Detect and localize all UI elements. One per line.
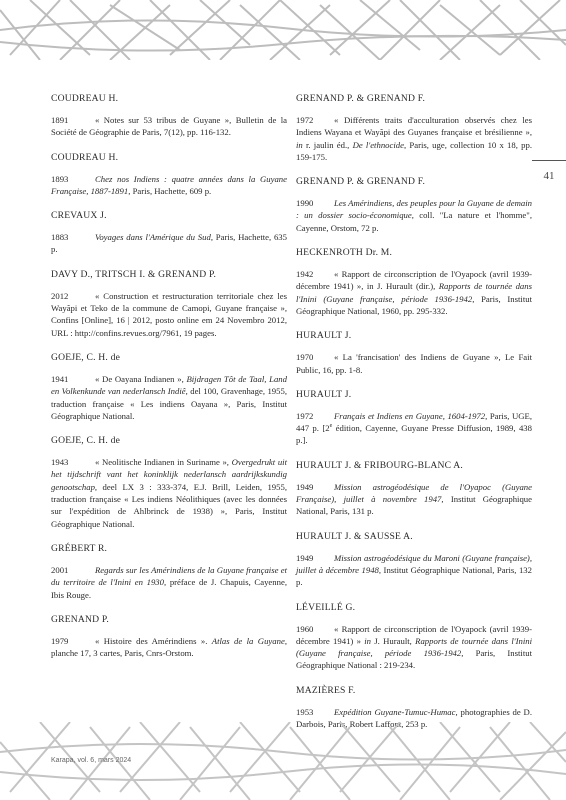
bibliography-entry [51,93,287,139]
entry-author: HURAULT J. [296,388,352,400]
entry-reference: 1970 « La 'francisation' des Indiens de Guyane », Le Fait Public, 16, pp. 1-8. [296,352,532,375]
entry-year: 1949 [296,552,314,563]
page-number-rule [532,160,566,161]
entry-reference: 1949 Mission astrogéodésique du Maroni (Guyane française), juillet à décembre 1948, Institut Géographique National, Paris, 132 p. [296,552,532,588]
entry-title: Rapports de tournée dans l'Inini (Guyane française, période 1936-1942 [296,281,532,304]
entry-author: DAVY D., TRITSCH I. & GRENAND P. [51,268,217,280]
entry-title: Expédition Guyane-Tumuc-Humac [334,706,456,717]
bibliography-entry [296,176,532,234]
bibliography-entry [51,614,287,660]
entry-reference: 1990 Les Amérindiens, des peuples pour la Guyane de demain : un dossier socio-économique, coll. "La nature et l'homme", Cayenne, Orstom, 72 p. [296,198,532,233]
entry-year: 1942 [296,269,314,280]
bibliography-entry [296,247,532,317]
entry-year: 1893 [51,173,69,184]
bibliography-entry [296,602,532,672]
entry-title: Rapports de tournée dans l'Inini (Guyane française, période 1936-1942 [296,635,533,659]
left-column [51,93,287,672]
entry-title: Mission astrogéodésique de l'Oyapoc (Guyane Française), juillet à novembre 1947 [296,481,532,505]
entry-year: 1891 [51,115,69,125]
entry-year: 1943 [51,457,69,468]
entry-reference: 2012 « Construction et restructuration territoriale chez les Wayãpi et Teko de la commune de Camopi, Guyane française », Confins [Online], 16 | 2012, posto online em 24 Novembro 2012, URL : http://confins.revues.org/7961, 19 pages. [51,290,287,338]
entry-title: Bijdragen Tôt de Taal, Land en Volkenkunde van nederlansch Indiê [51,373,287,397]
entry-author: HURAULT J. & FRIBOURG-BLANC A. [296,459,463,471]
entry-year: 1990 [296,198,314,209]
entry-reference: 1893 Chez nos Indiens : quatre années dans la Guyane Française, 1887-1891, Paris, Hachette, 609 p. [51,173,287,196]
entry-reference: 1949 Mission astrogéodésique de l'Oyapoc (Guyane Française), juillet à novembre 1947, Institut Géographique National, Paris, 131 p. [296,481,532,517]
entry-reference: 1891 « Notes sur 53 tribus de Guyane », Bulletin de la Société de Géographie de Paris, 7(12), pp. 116-132. [51,115,287,138]
entry-author: GRENAND P. & GRENAND F. [296,93,426,104]
entry-title: Voyages dans l'Amérique du Sud [95,232,211,243]
journal-footer: Karapa, vol. 6, mars 2024 [51,757,132,764]
entry-reference: 1953 Expédition Guyane-Tumuc-Humac, photographies de D. Darbois, Paris, Robert Laffont, 253 p. [296,706,532,730]
bibliography-entry [296,531,532,589]
entry-year: 1941 [51,373,69,384]
entry-author: GOEJE, C. H. de [51,351,121,363]
decorative-header-band [0,0,566,60]
page-number: 41 [543,170,555,182]
entry-title: Français et Indiens en Guyane, 1604-1972 [334,410,486,421]
entry-author: GOEJE, C. H. de [51,435,121,447]
entry-year: 1979 [51,635,69,646]
entry-title: Chez nos Indiens : quatre années dans la Guyane Française, 1887-1891 [51,173,287,196]
entry-year: 1949 [296,481,314,492]
entry-title: Mission astrogéodésique du Maroni (Guyane française), juillet à décembre 1948 [296,552,532,575]
bibliography-entry [51,152,287,198]
entry-reference: 1883 Voyages dans l'Amérique du Sud, Paris, Hachette, 635 p. [51,232,287,255]
entry-year: 1972 [296,410,314,421]
bibliography-entry [51,352,287,422]
entry-year: 1953 [296,706,314,717]
entry-year: 2012 [51,290,69,301]
entry-author: COUDREAU H. [51,93,119,104]
entry-reference: 1942 « Rapport de circonscription de l'Oyapock (avril 1939-décembre 1941) », in J. Hurault (dir.), Rapports de tournée dans l'Inini (Guyane française, période 1936-1942, Paris, Institut Géographique National, 1960, pp. 295-332. [296,269,532,316]
entry-title: De l'ethnocide [352,139,404,150]
entry-author: GRENAND P. & GRENAND F. [296,176,426,188]
bibliography-entry [296,389,532,447]
entry-year: 1883 [51,232,69,243]
entry-title: Les Amérindiens, des peuples pour la Guyane de demain : un dossier socio-économique [296,198,532,221]
bibliography-entry [51,269,287,339]
bibliography-entry [296,330,532,376]
bibliography-entry [51,543,287,601]
entry-reference: 1972 Français et Indiens en Guyane, 1604-1972, Paris, UGE, 447 p. [2e édition, Cayenne, Guyane Presse Diffusion, 1989, 438 p.]. [296,410,532,446]
entry-title: Overgedrukt uit het tijdschrift vant het koninklijk nederlansch aardrijkskundig genootschap [51,457,287,492]
entry-reference: 1972 « Différents traits d'acculturation observés chez les Indiens Wayana et Wayãpi des Guyanes française et brésilienne », in r. jaulin éd., De l'ethnocide, Paris, uge, collection 10 x 18, pp. 159-175. [296,115,532,162]
entry-year: 1960 [296,623,314,634]
bibliography-entry [51,210,287,256]
bibliography-entry [296,93,532,163]
entry-author: HURAULT J. & SAUSSE A. [296,530,413,542]
entry-reference: 1943 « Neolitische Indianen in Suriname », Overgedrukt uit het tijdschrift vant het koninklijk nederlansch aardrijkskundig genootschap, deel LX 3 : 333-374, E.J. Brill, Leiden, 1955, traduction française « Les indiens Néolithiques (avec les données sur l'expédition de Ahlbrinck de 1938) », Paris, Institut Géographique National. [51,457,287,529]
entry-author: GRÉBERT R. [51,542,108,554]
bibliography-entry [296,460,532,518]
entry-year: 1972 [296,115,314,125]
entry-author: LÉVEILLÉ G. [296,601,356,613]
bibliography-entry [51,435,287,530]
entry-title: Regards sur les Amérindiens de la Guyane française et du territoire de l'Inini en 1930 [51,564,287,588]
entry-year: 1970 [296,352,314,363]
entry-author: COUDREAU H. [51,151,119,163]
entry-reference: 1941 « De Oayana Indianen », Bijdragen Tôt de Taal, Land en Volkenkunde van nederlansch Indiê, del 100, Gravenhage, 1955, traduction française « Les indiens Oayana », Paris, Institut Géographique National. [51,373,287,421]
entry-reference: 2001 Regards sur les Amérindiens de la Guyane française et du territoire de l'Inini en 1930, préface de J. Chapuis, Cayenne, Ibis Rouge. [51,564,287,600]
entry-author: HURAULT J. [296,330,352,342]
entry-author: CREVAUX J. [51,210,107,222]
entry-reference: 1960 « Rapport de circonscription de l'Oyapock (avril 1939-décembre 1941) » in J. Hurault, Rapports de tournée dans l'Inini (Guyane française, période 1936-1942, Paris, Institut Géographique National : 219-234. [296,623,533,671]
right-column [296,93,532,743]
entry-year: 2001 [51,564,69,575]
entry-title: Atlas de la Guyane [211,635,285,646]
entry-reference: 1979 « Histoire des Amérindiens ». Atlas de la Guyane, planche 17, 3 cartes, Paris, Cnrs-Orstom. [51,635,287,659]
entry-author: GRENAND P. [51,613,109,625]
entry-author: MAZIÈRES F. [296,684,356,696]
entry-author: HECKENROTH Dr. M. [296,247,393,259]
